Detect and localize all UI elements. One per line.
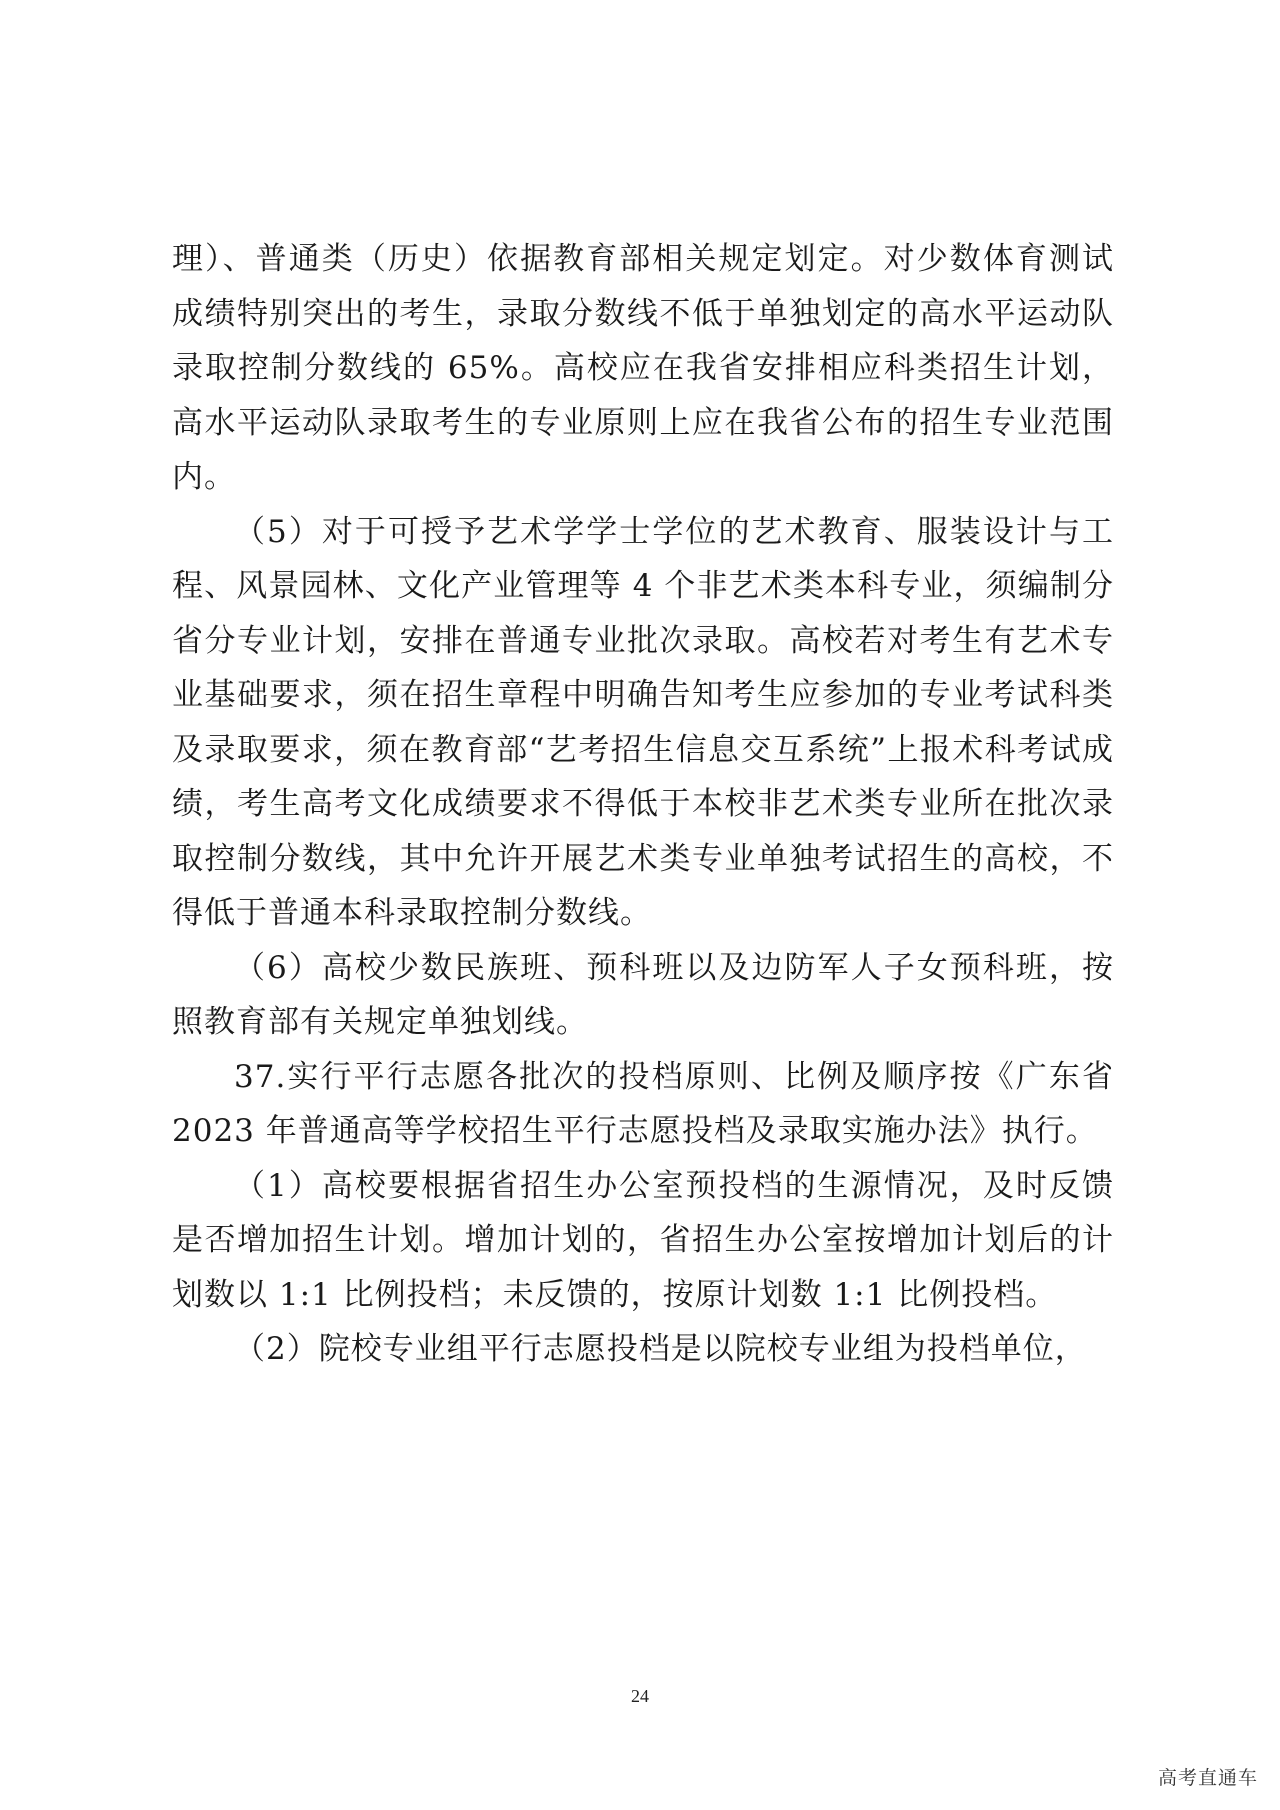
paragraph-article-37: 37.实行平行志愿各批次的投档原则、比例及顺序按《广东省 2023 年普通高等学校招生平行志愿投档及录取实施办法》执行。 bbox=[172, 1058, 1114, 1149]
paragraph-sports-admission: 理）、普通类（历史）依据教育部相关规定划定。对少数体育测试成绩特别突出的考生，录取分数线不低于单独划定的高水平运动队录取控制分数线的 65%。高校应在我省安排相应科类招生计划，高水平运动队录取考生的专业原则上应在我省公布的招生专业范围内。 bbox=[172, 241, 1114, 495]
paragraph-item-2-major-group: （2）院校专业组平行志愿投档是以院校专业组为投档单位， bbox=[234, 1331, 1087, 1367]
watermark-label: 高考直通车 bbox=[1157, 1767, 1258, 1789]
page-number: 24 bbox=[631, 1686, 649, 1706]
paragraph-item-6-minority-classes: （6）高校少数民族班、预科班以及边防军人子女预科班，按照教育部有关规定单独划线。 bbox=[172, 949, 1114, 1040]
paragraph-item-1-feedback: （1）高校要根据省招生办公室预投档的生源情况，及时反馈是否增加招生计划。增加计划的，省招生办公室按增加计划后的计划数以 1:1 比例投档；未反馈的，按原计划数 1:1 比例投档。 bbox=[172, 1167, 1114, 1313]
paragraph-item-5-art-majors: （5）对于可授予艺术学学士学位的艺术教育、服装设计与工程、风景园林、文化产业管理等 4 个非艺术类本科专业，须编制分省分专业计划，安排在普通专业批次录取。高校若对考生有艺术专业基础要求，须在招生章程中明确告知考生应参加的专业考试科类及录取要求，须在教育部“艺考招生信息交互系统”上报术科考试成绩，考生高考文化成绩要求不得低于本校非艺术类专业所在批次录取控制分数线，其中允许开展艺术类专业单独考试招生的高校，不得低于普通本科录取控制分数线。 bbox=[172, 513, 1114, 931]
document-body bbox=[172, 232, 1114, 1377]
